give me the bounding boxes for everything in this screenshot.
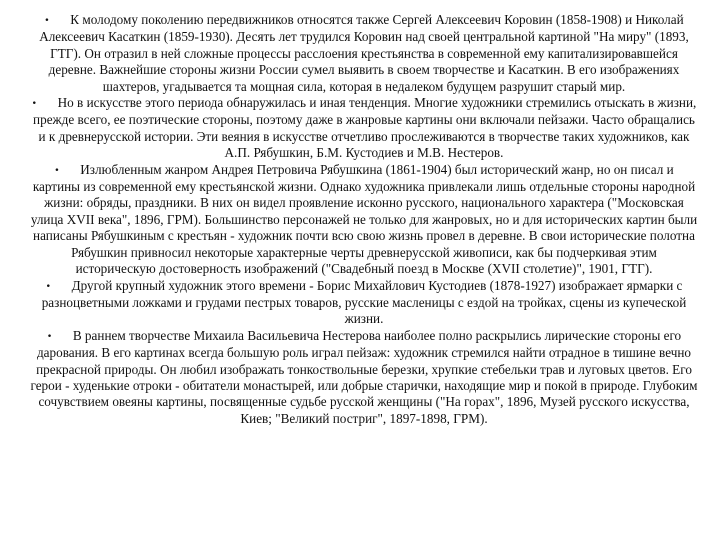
bullet-icon: • bbox=[31, 99, 37, 110]
bullet-icon: • bbox=[46, 331, 53, 342]
list-item bbox=[30, 278, 698, 328]
paragraph-text: Другой крупный художник этого времени - Борис Михайлович Кустодиев (1878-1927) изображает ярмарки с разноцветными ложками и грудами пестрых товаров, русские масленицы с ездой на тройках, сцены из купеческой жизни. bbox=[41, 277, 687, 327]
bullet-icon: • bbox=[54, 165, 60, 176]
paragraph-text: К молодому поколению передвижников относятся также Сергей Алексеевич Коровин (1858-1908) и Николай Алексеевич Касаткин (1859-1930). Десять лет трудился Коровин над своей центральной картиной "На миру" (1893, ГТГ). Он отразил в ней сложные процессы расслоения крестьянства в современной ему капитализировавшейся деревне. Важнейшие стороны жизни России сумел выявить в своем творчестве и Касаткин. В его изображениях шахтеров, угадывается та мощная сила, которая в недалеком будущем разрушит старый мир. bbox=[39, 12, 689, 94]
paragraph-text: Но в искусстве этого периода обнаружилась и иная тенденция. Многие художники стремились отыскать в жизни, прежде всего, ее поэтические стороны, поэтому даже в жанровые картины они включали пейзажи. Часто обращались и к древнерусской истории. Эти веяния в искусстве отчетливо прослеживаются в творчестве таких художников, как А.П. Рябушкин, Б.М. Кустодиев и М.В. Нестеров. bbox=[33, 95, 697, 161]
paragraph-text: Излюбленным жанром Андрея Петровича Рябушкина (1861-1904) был исторический жанр, но он писал и картины из современной ему крестьянской жизни. Однако художника привлекали лишь отдельные стороны народной жизни: обряды, праздники. В них он видел проявление исконно русского, национального характера ("Московская улица XVII века", 1896, ГРМ). Большинство персонажей не только для жанровых, но и для исторических картин были написаны Рябушкиным с крестьян - художник почти всю свою жизнь провел в деревне. В свои исторические полотна Рябушкин привносил некоторые характерные черты древнерусской живописи, как бы подчеркивая этим историческую достоверность изображений ("Свадебный поезд в Москве (XVII столетие)", 1901, ГТГ). bbox=[30, 161, 698, 277]
list-item bbox=[30, 328, 698, 427]
list-item bbox=[30, 162, 698, 278]
paragraph-text: В раннем творчестве Михаила Васильевича Нестерова наиболее полно раскрылись лирические стороны его дарования. В его картинах всегда большую роль играл пейзаж: художник стремился найти отрадное в тишине вечно прекрасной природы. Он любил изображать тонкоствольные березки, хрупкие стебельки трав и луговых цветов. Его герои - худенькие отроки - обитатели монастырей, или добрые старички, находящие мир и покой в природе. Глубоким сочувствием овеяны картины, посвященные судьбе русской женщины ("На горах", 1896, Музей русского искусства, Киев; "Великий постриг", 1897-1898, ГРМ). bbox=[30, 327, 698, 426]
bullet-list bbox=[30, 12, 698, 427]
bullet-icon: • bbox=[45, 281, 51, 292]
list-item bbox=[30, 95, 698, 162]
bullet-icon: • bbox=[44, 16, 50, 26]
list-item bbox=[30, 12, 698, 95]
